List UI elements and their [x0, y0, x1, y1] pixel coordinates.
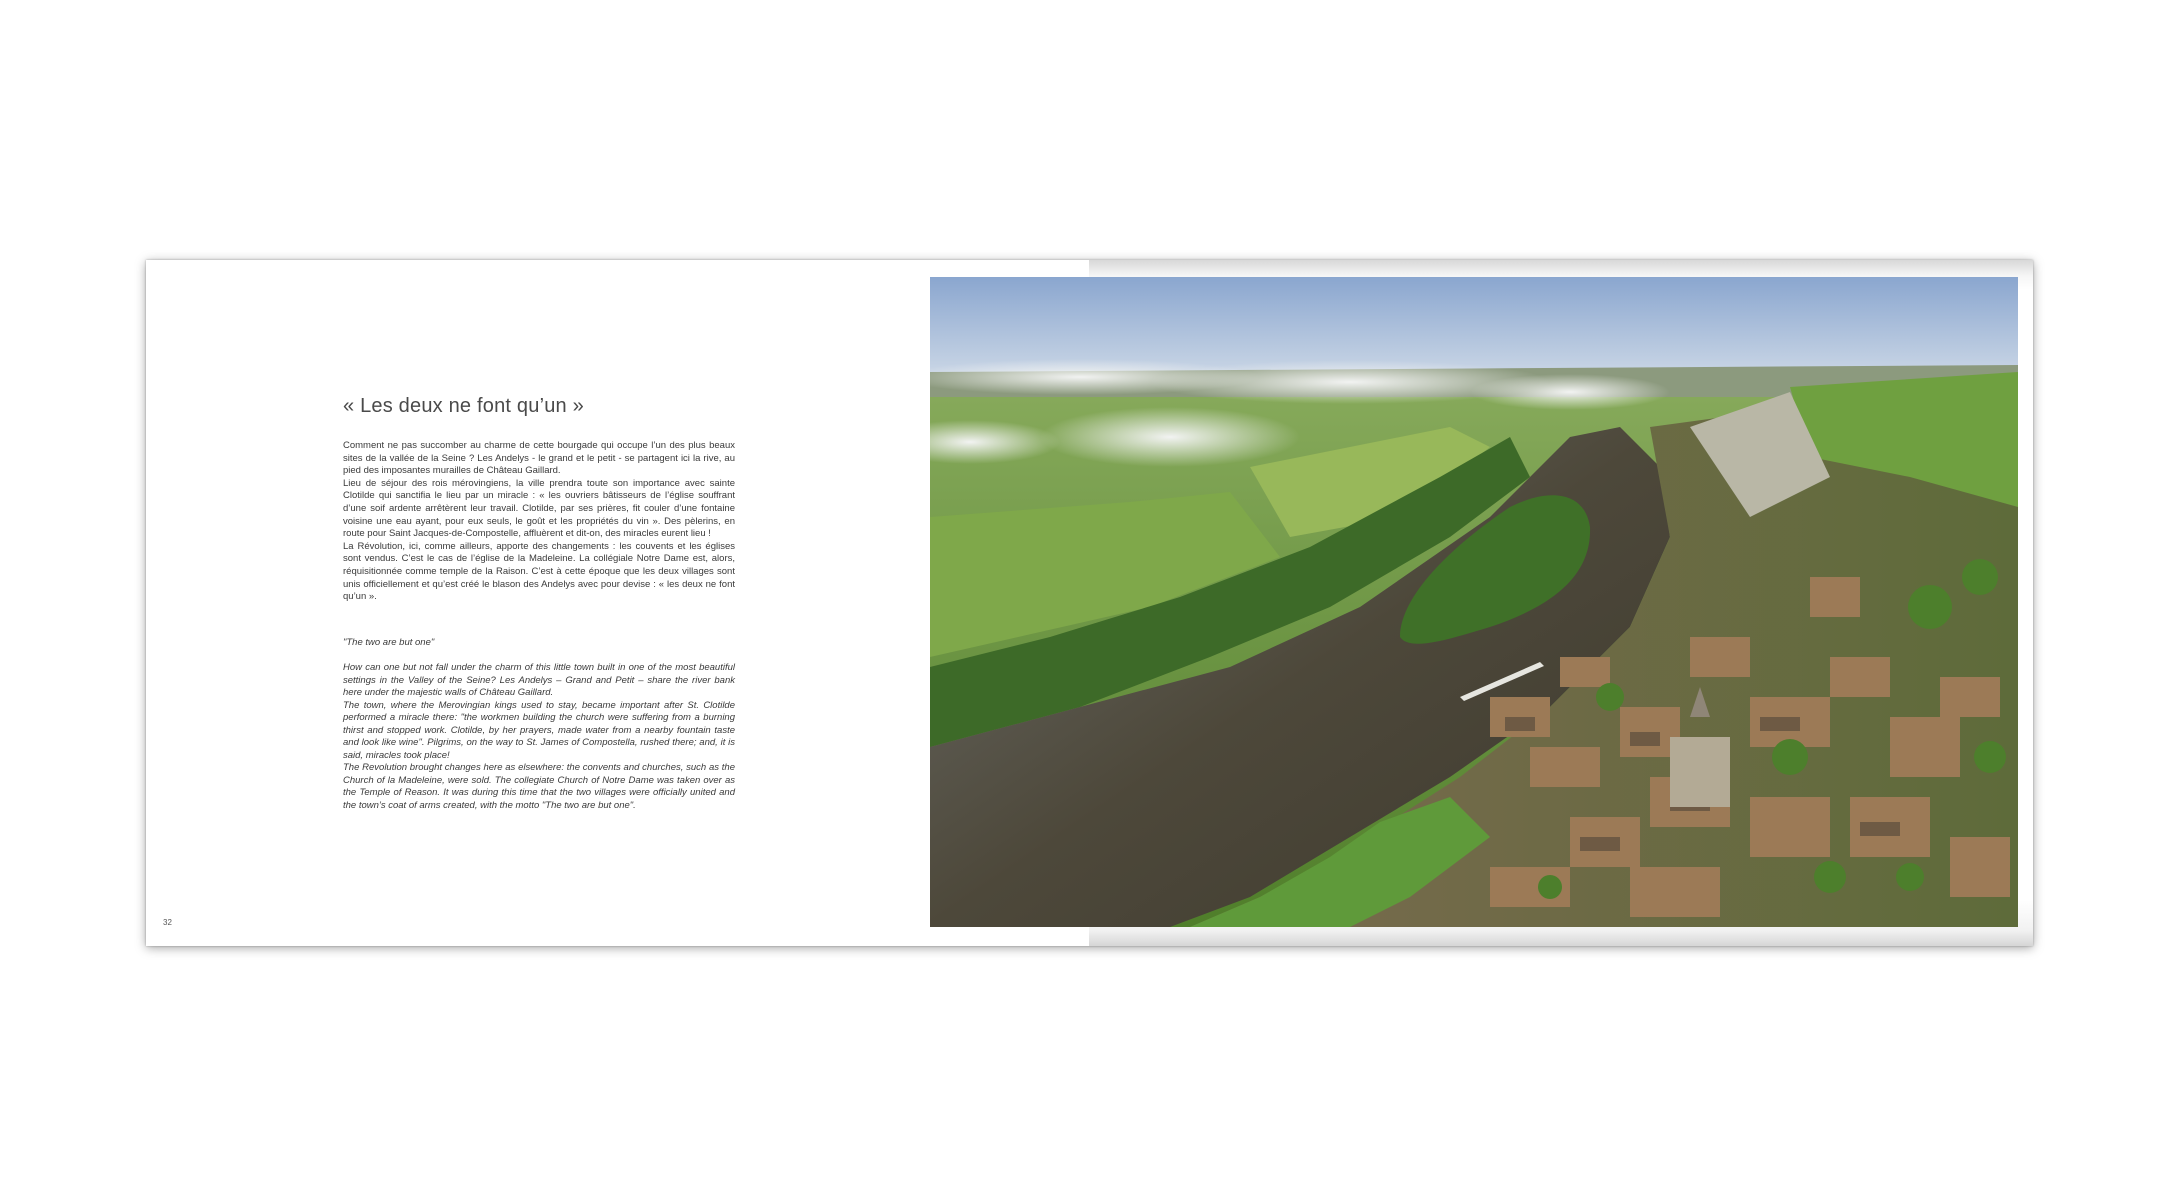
french-paragraph-3: La Révolution, ici, comme ailleurs, apporte des changements : les couvents et les églises sont vendus. C’est le cas de l’église de la Madeleine. La collégiale Notre Dame est, alors, réquisitionnée comme temple de la Raison. C’est à cette époque que les deux villages sont unis officiellement et qu’est créé le blason des Andelys avec pour devise : « les deux ne font qu’un ».	[343, 540, 735, 603]
church	[1670, 737, 1730, 807]
french-paragraph-1: Comment ne pas succomber au charme de cette bourgade qui occupe l’un des plus beaux sites de la vallée de la Seine ? Les Andelys - le grand et le petit - se partagent ici la rive, au pied des imposantes murailles de Château Gaillard.	[343, 440, 735, 477]
aerial-photo-illustration	[930, 277, 2018, 927]
book-spread	[146, 260, 2033, 946]
page-number: 32	[163, 918, 172, 927]
english-paragraph-2: The town, where the Merovingian kings used to stay, became important after St. Clotilde performed a miracle there: "the workmen building the church were suffering from a burning thirst and stopped work. Clotilde, by her prayers, made water from a nearby fountain taste and look like wine". Pilgrims, on the way to St. James of Compostella, rushed there; and, it is said, miracles took place!	[343, 699, 735, 761]
english-text	[343, 662, 735, 812]
english-paragraph-1: How can one but not fall under the charm of this little town built in one of the most beautiful settings in the Valley of the Seine? Les Andelys – Grand and Petit – share the river bank here under the majestic walls of Château Gaillard.	[343, 662, 735, 698]
english-paragraph-3: The Revolution brought changes here as elsewhere: the convents and churches, such as the Church of la Madeleine, were sold. The collegiate Church of Notre Dame was taken over as the Temple of Reason. It was during this time that the two villages were officially united and the town’s coat of arms created, with the motto "The two are but one".	[343, 762, 735, 811]
aerial-photo	[930, 277, 2018, 927]
page-title: « Les deux ne font qu’un »	[343, 395, 584, 417]
french-text	[343, 440, 735, 604]
english-title: "The two are but one"	[343, 637, 435, 648]
french-paragraph-2: Lieu de séjour des rois mérovingiens, la ville prendra toute son importance avec sainte Clotilde qui sanctifia le lieu par un miracle : « les ouvriers bâtisseurs de l’église souffrant d’une soif ardente arrêtèrent leur travail. Clotilde, par ses prières, fit couler d’une fontaine voisine une eau ayant, pour eux seuls, le goût et les propriétés du vin ». Des pèlerins, en route pour Saint Jacques-de-Compostelle, affluèrent et dit-on, des miracles eurent lieu !	[343, 477, 735, 540]
